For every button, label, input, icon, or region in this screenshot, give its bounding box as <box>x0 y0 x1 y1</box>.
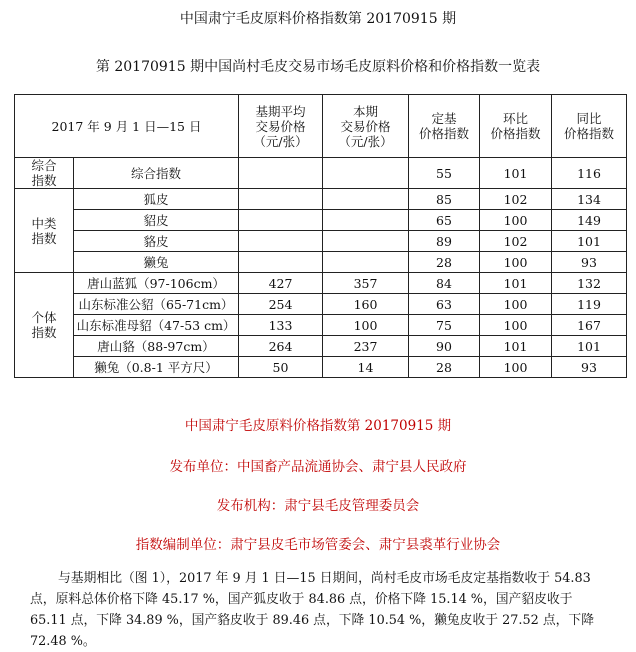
cell-current <box>323 189 409 210</box>
summary-paragraph <box>30 568 606 652</box>
table-row <box>15 158 627 189</box>
cell-yoy: 93 <box>552 357 627 378</box>
table-row <box>15 231 627 252</box>
cell-yoy: 101 <box>552 336 627 357</box>
footer-publisher: 发布单位：中国畜产品流通协会、肃宁县人民政府 <box>169 459 467 475</box>
cell-fixed: 75 <box>409 315 480 336</box>
header-period: 2017 年 9 月 1 日—15 日 <box>15 95 239 158</box>
cell-mom: 100 <box>480 210 552 231</box>
cell-base <box>239 158 323 189</box>
table-row <box>15 273 627 294</box>
cell-current: 160 <box>323 294 409 315</box>
header-mom-index-line: 价格指数 <box>490 126 541 141</box>
header-base-price-line: 基期平均 <box>255 103 306 119</box>
table-row <box>15 315 627 336</box>
cell-yoy: 119 <box>552 294 627 315</box>
row-name: 貂皮 <box>74 210 239 231</box>
cell-base: 133 <box>239 315 323 336</box>
header-fixed-index-line: 价格指数 <box>418 126 469 141</box>
cell-yoy: 149 <box>552 210 627 231</box>
cell-fixed: 84 <box>409 273 480 294</box>
cell-base: 264 <box>239 336 323 357</box>
header-mom-index-line: 环比 <box>502 111 528 126</box>
header-yoy-index-line: 价格指数 <box>563 126 614 141</box>
cell-mom: 102 <box>480 189 552 210</box>
cell-mom: 100 <box>480 294 552 315</box>
row-name: 综合指数 <box>74 158 239 189</box>
header-fixed-index <box>409 95 480 158</box>
table-row <box>15 336 627 357</box>
cell-current <box>323 158 409 189</box>
row-name: 山东标准公貂（65-71cm） <box>74 294 239 315</box>
table-row <box>15 294 627 315</box>
cell-current: 14 <box>323 357 409 378</box>
cell-yoy: 132 <box>552 273 627 294</box>
price-index-table <box>14 94 627 378</box>
cell-base <box>239 252 323 273</box>
cell-yoy: 134 <box>552 189 627 210</box>
row-name: 唐山蓝狐（97-106cm） <box>74 273 239 294</box>
cell-mom: 101 <box>480 158 552 189</box>
cell-base: 427 <box>239 273 323 294</box>
cell-fixed: 85 <box>409 189 480 210</box>
row-name: 獭兔 <box>74 252 239 273</box>
cell-mom: 101 <box>480 336 552 357</box>
cell-base: 254 <box>239 294 323 315</box>
cell-yoy: 167 <box>552 315 627 336</box>
header-yoy-index-line: 同比 <box>576 111 602 126</box>
cell-mom: 100 <box>480 315 552 336</box>
group-label-line: 指数 <box>31 173 57 188</box>
header-base-price-line: 交易价格 <box>255 118 306 134</box>
row-name: 山东标准母貂（47-53 cm） <box>74 315 239 336</box>
cell-current <box>323 252 409 273</box>
header-base-price <box>239 95 323 158</box>
row-name: 狐皮 <box>74 189 239 210</box>
header-base-price-line: （元/张） <box>253 133 308 149</box>
cell-base <box>239 231 323 252</box>
group-label-composite <box>15 158 74 189</box>
header-fixed-index-line: 定基 <box>431 111 457 126</box>
cell-fixed: 65 <box>409 210 480 231</box>
cell-yoy: 93 <box>552 252 627 273</box>
cell-current <box>323 210 409 231</box>
cell-base <box>239 189 323 210</box>
header-current-price-line: 交易价格 <box>340 118 391 134</box>
footer-release-org: 发布机构：肃宁县毛皮管理委员会 <box>216 498 420 514</box>
footer-title: 中国肃宁毛皮原料价格指数第 20170915 期 <box>184 418 452 434</box>
group-label-individual <box>15 273 74 378</box>
table-header-row <box>15 95 627 158</box>
cell-fixed: 28 <box>409 252 480 273</box>
footer-compiler: 指数编制单位：肃宁县皮毛市场管委会、肃宁县裘革行业协会 <box>135 537 501 553</box>
cell-base <box>239 210 323 231</box>
header-mom-index <box>480 95 552 158</box>
group-label-line: 中类 <box>31 215 57 231</box>
table-row <box>15 189 627 210</box>
group-label-line: 指数 <box>31 230 57 246</box>
cell-current: 357 <box>323 273 409 294</box>
table-row <box>15 357 627 378</box>
table-row <box>15 210 627 231</box>
summary-text: 与基期相比（图 1），2017 年 9 月 1 日—15 日期间，尚村毛皮市场毛皮定基指数收于 54.83 点，原料总体价格下降 45.17 %，国产狐皮收于 84.86 点，价格下降 15.14 %，国产貂皮收于 65.11 点，下降 34.89 %，国产貉皮收于 89.46 点，下降 10.54 %，獭兔皮收于 27.52 点，下降 72.48 %。 <box>30 571 595 649</box>
cell-fixed: 55 <box>409 158 480 189</box>
header-current-price-line: （元/张） <box>338 133 393 149</box>
cell-mom: 101 <box>480 273 552 294</box>
group-label-category <box>15 189 74 273</box>
cell-mom: 100 <box>480 252 552 273</box>
group-label-line: 指数 <box>31 325 57 340</box>
cell-fixed: 63 <box>409 294 480 315</box>
cell-fixed: 89 <box>409 231 480 252</box>
cell-current: 237 <box>323 336 409 357</box>
group-label-line: 综合 <box>31 158 57 173</box>
table-title: 第 20170915 期中国尚村毛皮交易市场毛皮原料价格和价格指数一览表 <box>95 59 541 75</box>
header-yoy-index <box>552 95 627 158</box>
cell-mom: 100 <box>480 357 552 378</box>
cell-current <box>323 231 409 252</box>
cell-fixed: 90 <box>409 336 480 357</box>
cell-current: 100 <box>323 315 409 336</box>
row-name: 貉皮 <box>74 231 239 252</box>
row-name: 唐山貉（88-97cm） <box>74 336 239 357</box>
cell-fixed: 28 <box>409 357 480 378</box>
cell-mom: 102 <box>480 231 552 252</box>
table-row <box>15 252 627 273</box>
row-name: 獭兔（0.8-1 平方尺） <box>74 357 239 378</box>
group-label-line: 个体 <box>31 310 57 325</box>
header-current-price-line: 本期 <box>352 103 378 119</box>
cell-yoy: 116 <box>552 158 627 189</box>
cell-base: 50 <box>239 357 323 378</box>
page-title: 中国肃宁毛皮原料价格指数第 20170915 期 <box>179 11 457 27</box>
cell-yoy: 101 <box>552 231 627 252</box>
header-current-price <box>323 95 409 158</box>
